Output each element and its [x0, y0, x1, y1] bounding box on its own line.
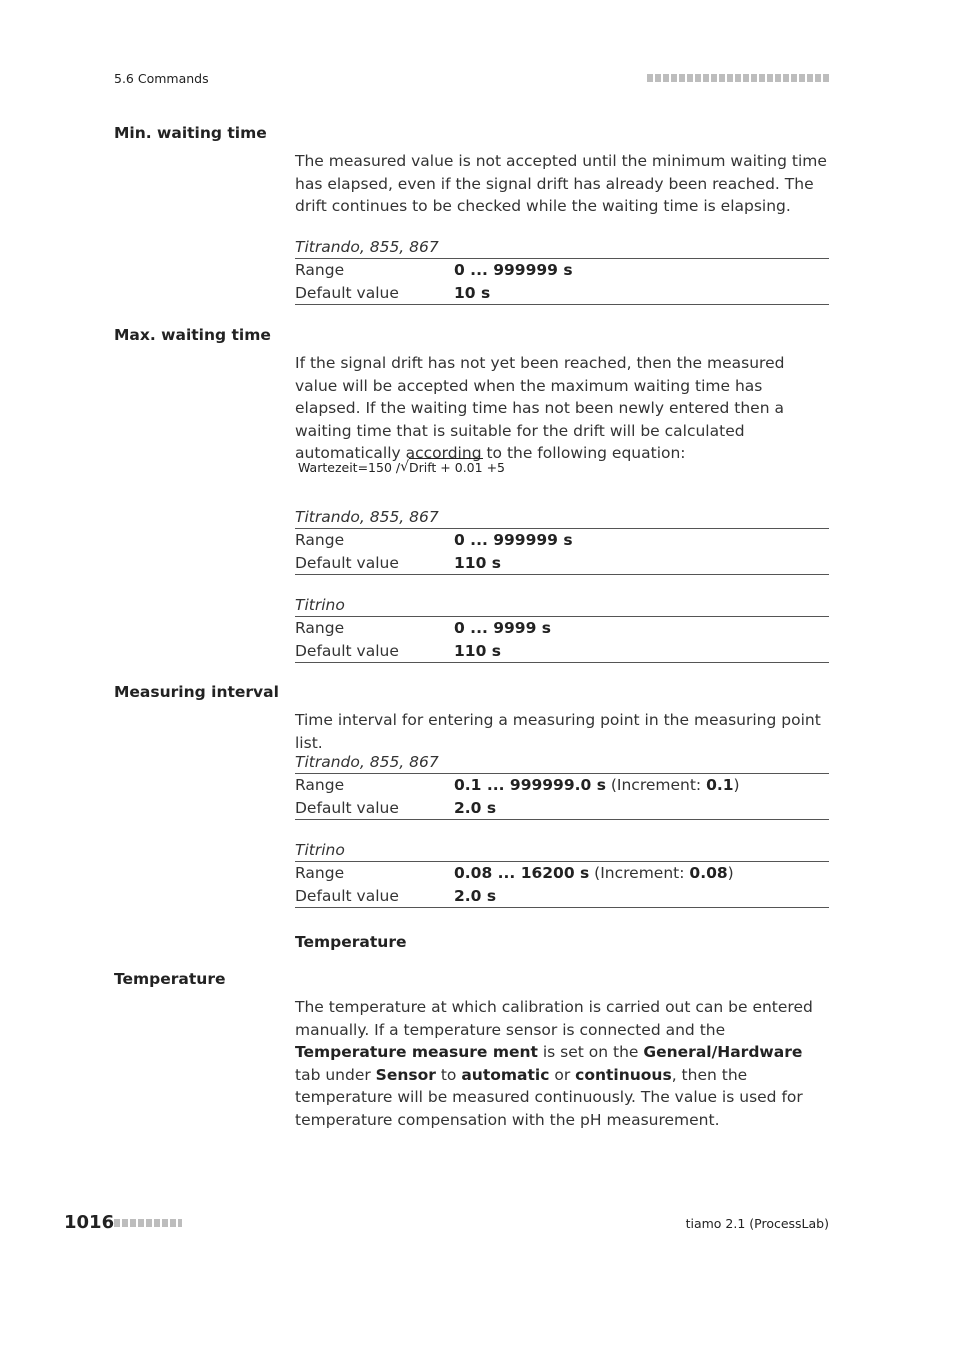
running-header-section: 5.6 Commands — [114, 71, 209, 86]
min-waiting-table — [295, 237, 829, 305]
waiting-time-equation — [298, 458, 505, 475]
max-waiting-text: If the signal drift has not yet been reached, then the measured value will be accepted when the maximum waiting time has elapsed. If the waiting time has not been newly entered then a waiting time that is suitable for the drift will be calculated automatically according to the following equation: — [295, 354, 785, 463]
table-row — [295, 552, 829, 576]
measuring-interval-table-titrino — [295, 840, 829, 908]
footer-product: tiamo 2.1 (ProcessLab) — [685, 1216, 829, 1231]
range-label: Range — [295, 619, 345, 637]
table-caption: Titrino — [295, 595, 829, 617]
table-row — [295, 640, 829, 664]
default-label: Default value — [295, 886, 399, 905]
default-label: Default value — [295, 283, 399, 302]
range-label: Range — [295, 531, 345, 549]
min-waiting-text: The measured value is not accepted until the minimum waiting time has elapsed, even if the signal drift has already been reached. The drift continues to be checked while the waiting time is elapsing. — [295, 152, 827, 216]
default-value: 110 s — [454, 553, 501, 572]
table-caption: Titrando, 855, 867 — [295, 507, 829, 529]
range-label: Range — [295, 261, 345, 279]
default-value: 10 s — [454, 283, 491, 302]
equation-radicand: Drift + 0.01 — [409, 460, 483, 475]
max-waiting-table-titrando — [295, 507, 829, 575]
table-row — [295, 617, 829, 640]
equation-tail: +5 — [482, 460, 505, 475]
range-label: Range — [295, 776, 345, 794]
max-waiting-description — [295, 352, 829, 465]
measuring-interval-text: Time interval for entering a measuring point in the measuring point list. — [295, 711, 821, 752]
table-row — [295, 259, 829, 282]
term-temperature: Temperature — [114, 970, 226, 988]
temperature-description — [295, 996, 829, 1132]
default-value: 2.0 s — [454, 886, 497, 905]
default-value: 110 s — [454, 641, 501, 660]
table-caption: Titrino — [295, 840, 829, 862]
temperature-text: The temperature at which calibration is carried out can be entered manually. If a temperature sensor is connected and the Temperature measure ment is set on the General/Hardware tab under Sensor to automatic or continuous, then the temperature will be measured continuously. The value is used for temperature compensation with the pH measurement. — [295, 998, 813, 1129]
table-row — [295, 885, 829, 909]
term-measuring-interval: Measuring interval — [114, 683, 279, 701]
default-value: 2.0 s — [454, 798, 497, 817]
range-value: 0 ... 9999 s — [454, 619, 552, 637]
term-max-waiting-time: Max. waiting time — [114, 326, 271, 344]
table-row — [295, 529, 829, 552]
table-row — [295, 797, 829, 821]
range-value: 0.08 ... 16200 s (Increment: 0.08) — [454, 864, 734, 882]
equation-lhs: Wartezeit=150 / — [298, 460, 401, 475]
table-row — [295, 282, 829, 306]
page-number: 1016 — [64, 1212, 115, 1233]
measuring-interval-description — [295, 709, 829, 754]
range-label: Range — [295, 864, 345, 882]
min-waiting-description — [295, 150, 829, 218]
table-caption: Titrando, 855, 867 — [295, 237, 829, 259]
term-min-waiting-time: Min. waiting time — [114, 124, 267, 142]
square-root-symbol: √ — [400, 459, 410, 475]
default-label: Default value — [295, 553, 399, 572]
range-value: 0 ... 999999 s — [454, 531, 573, 549]
table-caption: Titrando, 855, 867 — [295, 752, 829, 774]
default-label: Default value — [295, 641, 399, 660]
measuring-interval-table-titrando — [295, 752, 829, 820]
max-waiting-table-titrino — [295, 595, 829, 663]
default-label: Default value — [295, 798, 399, 817]
range-value: 0 ... 999999 s — [454, 261, 573, 279]
header-decoration — [647, 74, 829, 82]
table-row — [295, 862, 829, 885]
range-value: 0.1 ... 999999.0 s (Increment: 0.1) — [454, 776, 740, 794]
footer-decoration — [114, 1219, 182, 1227]
subheading-temperature: Temperature — [295, 933, 407, 951]
table-row — [295, 774, 829, 797]
